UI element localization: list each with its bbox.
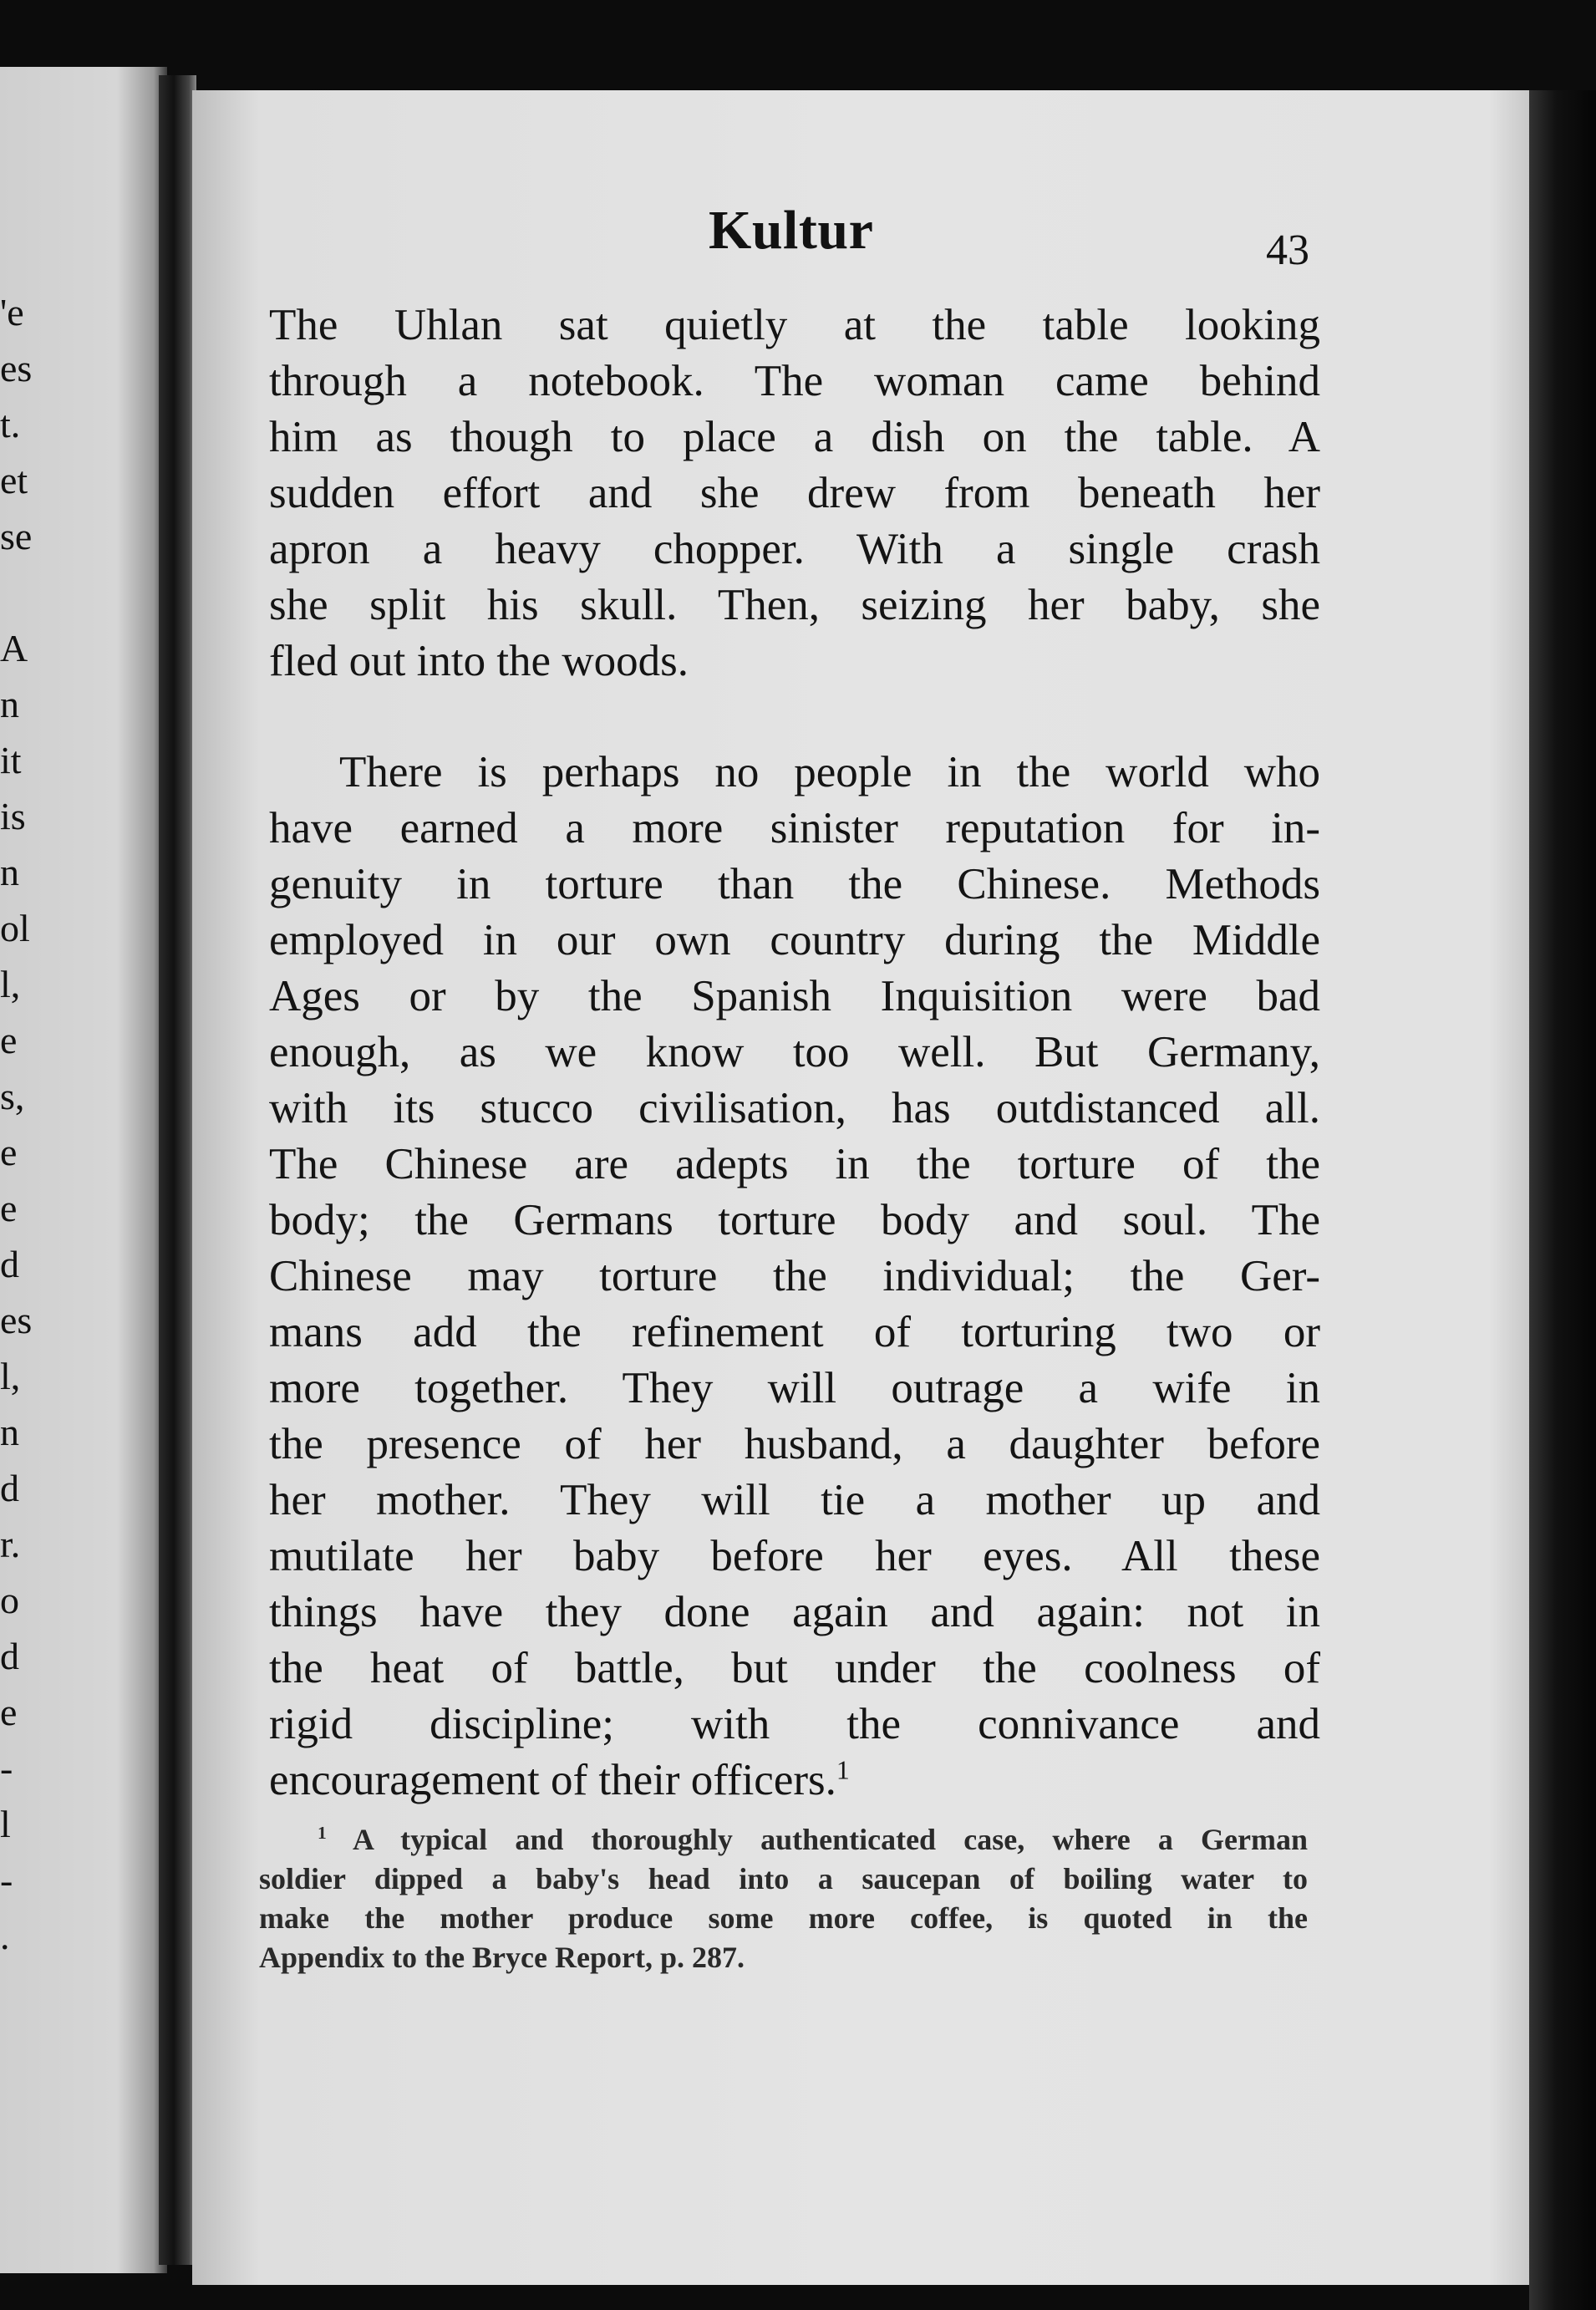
facing-page-fragment: -	[0, 1859, 13, 1901]
footnote-line: make the mother produce some more coffee, is quoted in the	[259, 1901, 1308, 1935]
footnote-line: Appendix to the Bryce Report, p. 287.	[259, 1941, 745, 1974]
text-line: him as though to place a dish on the table. A	[269, 413, 1320, 461]
text-line: things have they done again and again: not in	[269, 1588, 1320, 1636]
facing-page-fragment: r.	[0, 1523, 21, 1565]
facing-page-fragment: .	[0, 1915, 10, 1957]
facing-page-fragment: o	[0, 1579, 19, 1621]
body-text	[269, 298, 1320, 1809]
facing-page-fragment: d	[0, 1243, 19, 1285]
text-line: more together. They will outrage a wife in	[269, 1364, 1320, 1412]
text-line: rigid discipline; with the connivance and	[269, 1700, 1320, 1748]
facing-page-fragment: is	[0, 795, 26, 837]
facing-page-fragment: e	[0, 1131, 18, 1173]
facing-page-fragment: n	[0, 1411, 19, 1453]
footnote-line: soldier dipped a baby's head into a saucepan of boiling water to	[259, 1862, 1308, 1895]
facing-page-fragment: d	[0, 1635, 19, 1677]
text-line: the heat of battle, but under the coolness of	[269, 1644, 1320, 1692]
facing-page-fragment: A	[0, 627, 28, 669]
text-line-final	[269, 1753, 1320, 1809]
text-line: the presence of her husband, a daughter before	[269, 1420, 1320, 1468]
footnote-text: A typical and thoroughly authenticated case, where a German	[352, 1823, 1308, 1856]
footnote-line	[259, 1820, 1308, 1860]
facing-page-fragment	[0, 564, 50, 620]
text-line: body; the Germans torture body and soul. The	[269, 1196, 1320, 1244]
text-line: fled out into the woods.	[269, 637, 689, 685]
text-line: sudden effort and she drew from beneath her	[269, 469, 1320, 517]
footnote-reference[interactable]: 1	[836, 1755, 850, 1785]
facing-page-fragment: es	[0, 347, 33, 389]
paragraph-1	[269, 298, 1320, 689]
facing-page-fragment: l	[0, 1803, 11, 1845]
text-line: Chinese may torture the individual; the Ger-	[269, 1252, 1320, 1300]
text-line: mans add the refinement of torturing two or	[269, 1308, 1320, 1356]
text-line: employed in our own country during the Middle	[269, 916, 1320, 964]
footnote-marker: 1	[318, 1823, 327, 1843]
facing-page-fragment: es	[0, 1299, 33, 1341]
facing-page-fragment: e	[0, 1691, 18, 1733]
facing-page-fragment: it	[0, 739, 22, 781]
facing-page-fragment: n	[0, 683, 19, 725]
running-head: Kultur	[709, 200, 874, 261]
book-gutter	[159, 75, 196, 2265]
facing-page-fragment: d	[0, 1467, 19, 1509]
facing-page-fragment: t.	[0, 403, 21, 445]
text-line: The Chinese are adepts in the torture of the	[269, 1140, 1320, 1188]
text-line: she split his skull. Then, seizing her baby, she	[269, 581, 1320, 629]
text-line: apron a heavy chopper. With a single crash	[269, 525, 1320, 573]
facing-page-fragment: et	[0, 459, 28, 501]
facing-page-fragment: l,	[0, 963, 21, 1005]
facing-page-fragment: s,	[0, 1075, 25, 1117]
paragraph-2	[269, 745, 1320, 1809]
facing-page-fragments	[0, 284, 50, 1964]
text-line: have earned a more sinister reputation for in-	[269, 804, 1320, 852]
facing-page-fragment: ol	[0, 907, 30, 949]
footnote	[259, 1820, 1308, 1977]
text-line: her mother. They will tie a mother up and	[269, 1476, 1320, 1524]
text-line: with its stucco civilisation, has outdistanced all.	[269, 1084, 1320, 1132]
text-line: mutilate her baby before her eyes. All these	[269, 1532, 1320, 1580]
facing-page-fragment: e	[0, 1019, 18, 1061]
page-edge-shadow	[1529, 90, 1596, 2310]
text-line: through a notebook. The woman came behind	[269, 357, 1320, 405]
text-line: genuity in torture than the Chinese. Methods	[269, 860, 1320, 908]
facing-page-fragment: -	[0, 1747, 13, 1789]
final-line-text: encouragement of their officers.	[269, 1756, 836, 1804]
facing-page-fragment: e	[0, 1187, 18, 1229]
text-line: Ages or by the Spanish Inquisition were bad	[269, 972, 1320, 1020]
facing-page-fragment: l,	[0, 1355, 21, 1397]
facing-page-fragment: 'e	[0, 291, 24, 333]
text-line: The Uhlan sat quietly at the table looking	[269, 301, 1320, 349]
page-number: 43	[1266, 226, 1309, 274]
text-line: enough, as we know too well. But Germany,	[269, 1028, 1320, 1076]
facing-page-fragment: n	[0, 851, 19, 893]
text-line: There is perhaps no people in the world who	[339, 748, 1320, 796]
facing-page-fragment: se	[0, 515, 33, 557]
facing-page	[0, 67, 167, 2273]
